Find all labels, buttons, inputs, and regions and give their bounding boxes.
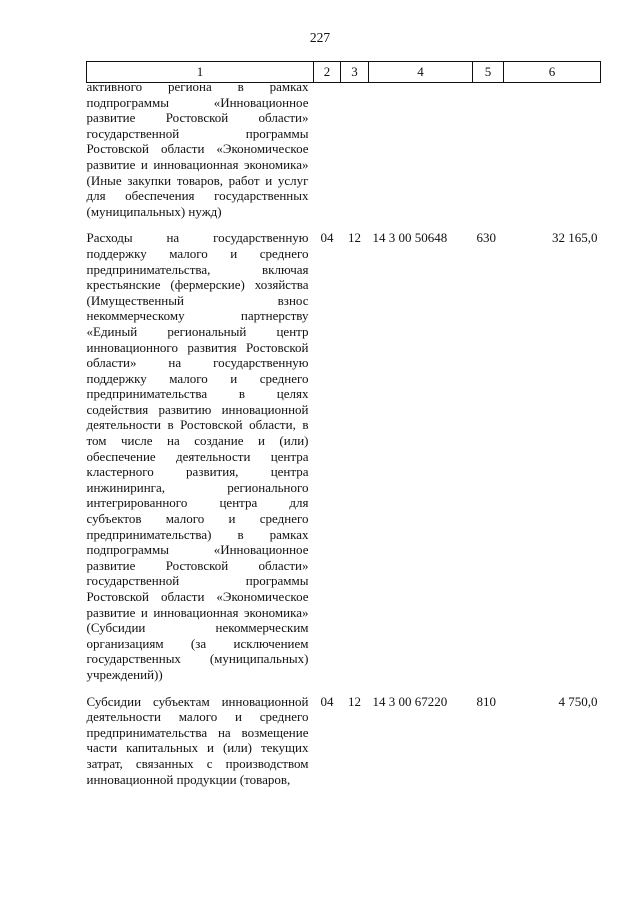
row-amount	[504, 83, 601, 220]
table-row	[87, 83, 601, 220]
row-podrazdel: 12	[348, 693, 361, 709]
page-number: 227	[309, 30, 331, 45]
row-description: активного региона в рамках подпрограммы «Инновационное развитие Ростовской области» государственной программы Ростовской области «Экономическое развитие и инновационная экономика» (Иные закупки товаров, работ и услуг для обеспечения государственных (муниципальных) нужд)	[86, 79, 309, 219]
row-vr: 810	[476, 693, 496, 709]
header-col-6: 6	[504, 62, 601, 83]
row-csr: 14 3 00 67220	[372, 693, 448, 709]
row-razdel	[314, 83, 341, 220]
row-amount: 4 750,0	[558, 693, 598, 709]
row-description: Расходы на государственную поддержку малого и среднего предпринимательства, включая крестьянские (фермерские) хозяйства (Имущественный взнос некоммерческому партнерству «Единый региональный центр инновационного развития Ростовской области» на государственную поддержку малого и среднего предпринимательства в целях содействия развитию инновационной деятельности в Ростовской области, в том числе на создание и (или) обеспечение деятельности центра кластерного развития, центра инжиниринга, регионального интегрированного центра для субъектов малого и среднего предпринимательства) в рамках подпрограммы «Инновационное развитие Ростовской области» государственной программы Ростовской области «Экономическое развитие и инновационная экономика» (Субсидии некоммерческим организациям (за исключением государственных (муниципальных) учреждений))	[86, 230, 309, 682]
row-csr	[369, 83, 473, 220]
row-razdel: 04	[320, 693, 334, 709]
row-csr: 14 3 00 50648	[372, 230, 448, 246]
row-podrazdel	[341, 83, 369, 220]
row-vr: 630	[476, 230, 496, 246]
table-row	[87, 230, 601, 682]
header-col-4: 4	[369, 62, 473, 83]
header-col-3: 3	[341, 62, 369, 83]
budget-table	[86, 61, 601, 787]
row-vr	[473, 83, 504, 220]
table-row	[87, 694, 601, 788]
row-description: Субсидии субъектам инновационной деятельности малого и среднего предпринимательства на возмещение части капитальных и (или) текущих затрат, связанных с производством инновационной продукции (товаров,	[86, 693, 309, 787]
row-amount: 32 165,0	[552, 230, 598, 246]
row-podrazdel: 12	[348, 230, 361, 246]
header-col-5: 5	[473, 62, 504, 83]
row-razdel: 04	[320, 230, 334, 246]
header-col-1: 1	[87, 62, 314, 83]
header-col-2: 2	[314, 62, 341, 83]
